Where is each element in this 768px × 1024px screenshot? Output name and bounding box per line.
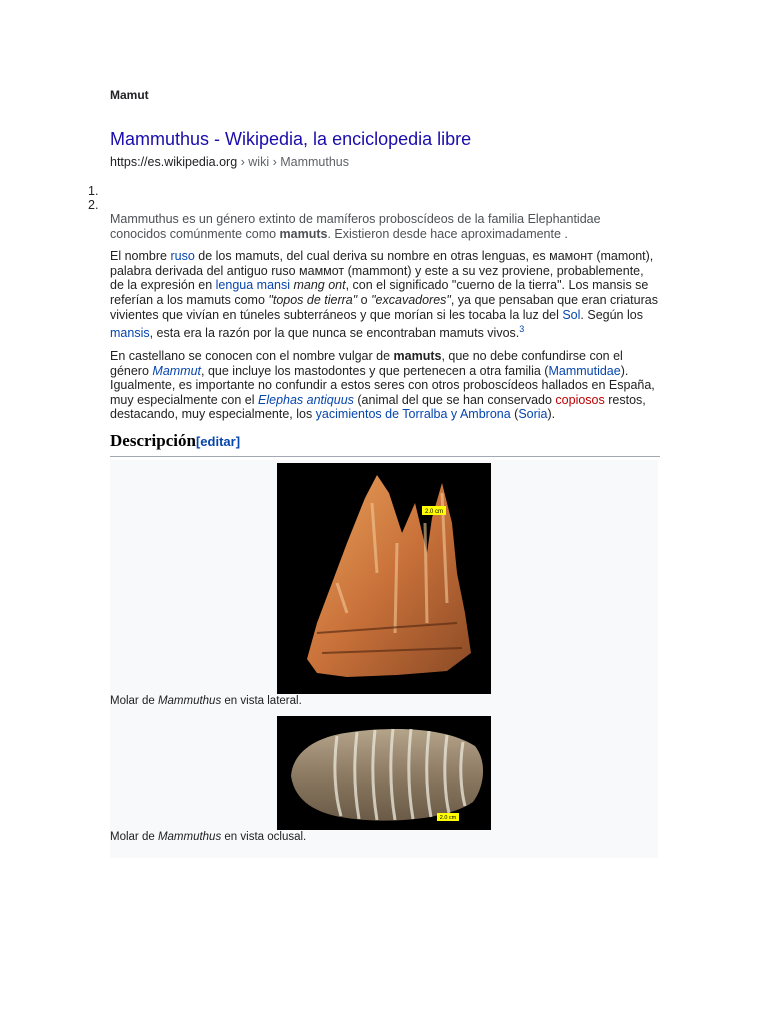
bold-mamuts: mamuts <box>393 348 442 363</box>
text: , que no debe confundirse con el género <box>110 348 623 378</box>
article-content <box>110 212 660 858</box>
result-title-link[interactable]: Mammuthus - Wikipedia, la enciclopedia libre <box>110 129 472 149</box>
ordered-list <box>88 184 98 212</box>
italic-mang-ont: mang ont <box>293 278 346 293</box>
italic-excavadores: "excavadores" <box>371 292 451 307</box>
paragraph-castellano <box>110 349 660 422</box>
list-marker-1: 1. <box>88 184 99 198</box>
section-heading-descripcion <box>110 430 660 457</box>
figure-caption-oclusal <box>110 830 658 844</box>
text: , con el significado "cuerno de la tierra". Los mansis se referían a los mamuts como <box>110 278 649 307</box>
caption-text: Molar de <box>110 694 158 707</box>
caption-text-end: en vista oclusal. <box>221 830 307 843</box>
link-soria[interactable]: Soria <box>518 407 548 422</box>
text: o <box>357 292 372 307</box>
edit-bracket-open: [ <box>195 433 201 449</box>
text: . Según los <box>580 307 643 322</box>
molar-lateral-photo <box>277 463 491 694</box>
figure-caption-lateral <box>110 694 658 708</box>
list-marker-2: 2. <box>88 198 99 212</box>
molar-oclusal-photo <box>277 716 491 830</box>
link-mammutidae[interactable]: Mammutidae <box>548 363 621 378</box>
paragraph-etymology <box>110 249 660 341</box>
snippet-text-end: . Existieron desde hace aproximadamente . <box>327 226 568 241</box>
caption-text: Molar de <box>110 830 158 843</box>
link-sol[interactable]: Sol <box>562 307 581 322</box>
text: , que incluye los mastodontes y que pertenecen a otra familia ( <box>201 363 549 378</box>
result-url-host: https://es.wikipedia.org <box>110 155 238 169</box>
edit-section-link[interactable]: editar <box>200 433 236 449</box>
caption-italic: Mammuthus <box>157 830 222 843</box>
scale-label: 2.0 cm <box>439 814 457 821</box>
figure-panel <box>110 460 658 858</box>
italic-topos: "topos de tierra" <box>268 292 358 307</box>
figure-lateral <box>110 463 658 708</box>
molar-lateral-image[interactable] <box>277 463 491 694</box>
text: El nombre <box>110 249 171 264</box>
caption-text-end: en vista lateral. <box>221 694 302 707</box>
link-mansis[interactable]: mansis <box>110 326 150 341</box>
result-url[interactable] <box>110 154 349 170</box>
link-ruso[interactable]: ruso <box>170 249 195 264</box>
text: de los mamuts, del cual deriva su nombre en otras lenguas, es мамонт (mamont), palabra derivada del antiguo ruso маммот (mammont) y este a su vez proviene, probablemente, de la expresión en <box>110 249 654 293</box>
molar-oclusal-image[interactable] <box>277 716 491 830</box>
link-lengua-mansi[interactable]: lengua mansi <box>215 278 290 293</box>
snippet-text: Mammuthus es un género extinto de mamíferos proboscídeos de la familia Elephantidae conocidos comúnmente como <box>110 212 601 241</box>
text: , esta era la razón por la que nunca se encontraban mamuts vivos. <box>149 326 520 341</box>
section-edit <box>196 434 240 449</box>
reference-3[interactable]: 3 <box>519 324 525 335</box>
caption-italic: Mammuthus <box>157 694 222 707</box>
link-copiosos[interactable]: copiosos <box>555 392 605 407</box>
text: (animal del que se han conservado <box>353 392 556 407</box>
search-query: Mamut <box>110 88 149 102</box>
link-elephas-antiquus[interactable]: Elephas antiquus <box>258 392 354 407</box>
result-url-breadcrumb: › wiki › Mammuthus <box>237 155 349 169</box>
link-yacimientos[interactable]: yacimientos de Torralba y Ambrona <box>315 407 511 422</box>
section-title: Descripción <box>110 430 196 450</box>
text: ( <box>510 407 519 422</box>
snippet-bold: mamuts <box>279 226 328 241</box>
result-snippet <box>110 212 660 241</box>
link-mammut[interactable]: Mammut <box>152 363 202 378</box>
text: ). <box>547 407 556 422</box>
edit-bracket-close: ] <box>235 433 241 449</box>
scale-label: 2.0 cm <box>424 508 444 515</box>
text: , ya que pensaban que eran criaturas vivientes que vivían en túneles subterráneos y que morían si les tocaba la luz del <box>110 292 658 322</box>
text: En castellano se conocen con el nombre vulgar de <box>110 348 394 363</box>
text: ). Igualmente, es importante no confundir a estos seres con otros proboscídeos hallados en España, muy especialmente con el <box>110 363 655 407</box>
figure-oclusal <box>110 716 658 844</box>
text: restos, destacando, muy especialmente, los <box>110 392 646 422</box>
